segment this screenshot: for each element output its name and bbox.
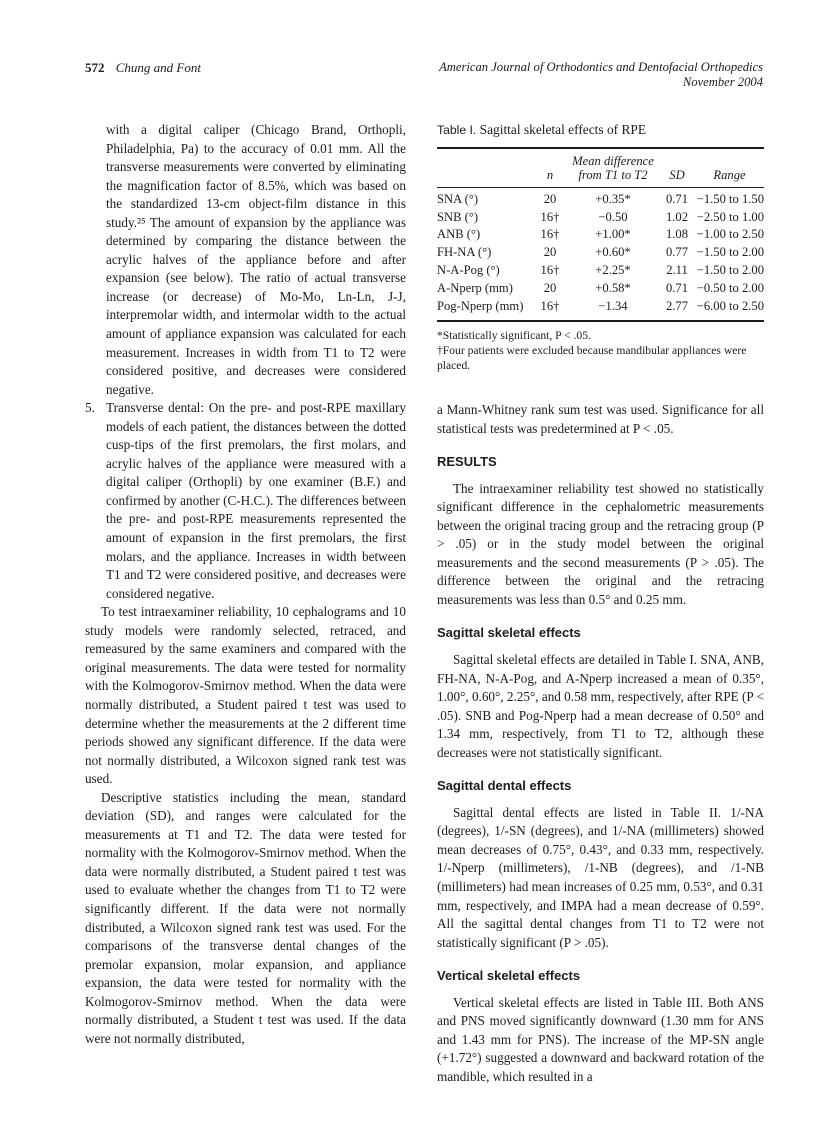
cell-sd: 1.08	[665, 227, 689, 242]
cell-mean-difference: +0.60*	[595, 245, 631, 260]
paragraph-mann-whitney: a Mann-Whitney rank sum test was used. Significance for all statistical tests was predetermined at P < .05.	[437, 401, 764, 436]
right-column	[437, 121, 764, 1086]
vertical-skeletal-heading: Vertical skeletal effects	[437, 968, 581, 984]
table-row	[437, 244, 764, 262]
cell-sd: 2.77	[665, 299, 689, 314]
table-row	[437, 208, 764, 226]
left-column	[85, 121, 406, 1048]
cell-mean-difference: +0.35*	[595, 191, 631, 206]
table-1-label: Table I.	[437, 123, 477, 137]
cell-measurement: SNA (°)	[437, 191, 479, 206]
journal-name: American Journal of Orthodontics and Dentofacial Orthopedics	[439, 60, 763, 74]
sagittal-skeletal-heading: Sagittal skeletal effects	[437, 625, 581, 641]
cell-measurement: Pog-Nperp (mm)	[437, 299, 524, 314]
header-range: Range	[695, 148, 764, 188]
table-1-body	[437, 187, 764, 321]
table-row	[437, 187, 764, 208]
table-row	[437, 298, 764, 321]
cell-n: 20	[543, 281, 557, 296]
cell-n: 20	[543, 191, 557, 206]
running-head-left	[85, 60, 201, 76]
cell-measurement: FH-NA (°)	[437, 245, 492, 260]
cell-sd: 0.71	[665, 191, 689, 206]
list-item-5	[85, 399, 406, 603]
cell-sd: 2.11	[666, 263, 688, 278]
table-row	[437, 226, 764, 244]
paragraph-reliability: To test intraexaminer reliability, 10 cephalograms and 10 study models were randomly selected, retraced, and remeasured by the same examiners and compared with the original measurements. The data were tested for normality with the Kolmogorov-Smirnov method. When the data were normally distributed, a Student paired t test was used to determine whether the measurements at the 2 different time periods showed any significant difference. If the data were not normally distributed, a Wilcoxon signed rank test was used.	[85, 604, 406, 787]
issue-date: November 2004	[682, 75, 763, 89]
cell-mean-difference: −1.34	[598, 299, 628, 314]
cell-range: −6.00 to 2.50	[696, 299, 764, 314]
cell-n: 16†	[540, 227, 560, 242]
cell-measurement: ANB (°)	[437, 227, 481, 242]
cell-mean-difference: +1.00*	[595, 227, 631, 242]
header-sd: SD	[659, 148, 695, 188]
cell-n: 16†	[540, 209, 560, 224]
paragraph-sagittal-skeletal: Sagittal skeletal effects are detailed in Table I. SNA, ANB, FH-NA, N-A-Pog, and A-Nperp increased a mean of 0.35°, 1.00°, 0.60°, 2.25°, and 0.58 mm, respectively, after RPE (P < .05). SNB and Pog-Nperp had a mean decrease of 0.50° and 1.34 mm, respectively, from T1 to T2, although these decreases were not statistically significant.	[437, 651, 765, 760]
cell-range: −2.50 to 1.00	[696, 209, 764, 224]
running-authors: Chung and Font	[115, 60, 201, 75]
cell-range: −1.00 to 2.50	[696, 227, 764, 242]
paragraph-results: The intraexaminer reliability test showed no statistically significant difference in the cephalometric measurements between the original tracing group and the retracing group (P > .05) or in the study model between the original measurements and the second measurements (P > .05). The difference between the original and the retracing measurements was less than 0.5° and 0.25 mm.	[437, 480, 764, 607]
table-1-block	[437, 121, 764, 373]
cell-n: 16†	[540, 263, 560, 278]
table-row	[437, 280, 764, 298]
table-1-title: Sagittal skeletal effects of RPE	[479, 122, 647, 137]
cell-range: −0.50 to 2.00	[696, 281, 764, 296]
header-measurement	[437, 148, 533, 188]
table-1-footnotes	[437, 328, 764, 373]
cell-range: −1.50 to 2.00	[696, 263, 764, 278]
paragraph-sagittal-dental: Sagittal dental effects are listed in Table II. 1/-NA (degrees), 1/-SN (degrees), and 1/-NA (millimeters) showed mean decreases of 0.75°, 0.43°, and 0.33 mm, respectively. 1/-Nperp (millimeters), /1-NB (degrees), and /1-NB (millimeters) had mean increases of 0.25 mm, 0.53°, and 0.31 mm, respectively, and IMPA had a mean decrease of 0.59°. All the sagittal dental changes from T1 to T2 were not statistically significant (P > .05).	[437, 804, 764, 950]
page-number: 572	[85, 60, 105, 75]
cell-measurement: SNB (°)	[437, 209, 479, 224]
paragraph-descriptive-statistics: Descriptive statistics including the mean, standard deviation (SD), and ranges were calculated for the measurements at T1 and T2. The data were tested for normality with the Kolmogorov-Smirnov method. When the data were normally distributed, a Student paired t test was used to evaluate whether the changes from T1 to T2 were significantly different. If the data were not normally distributed, a Wilcoxon signed rank test was used. For the comparisons of the transverse dental changes of the premolar expansion, molar expansion, and appliance expansion, the data were tested for normality with the Kolmogorov-Smirnov method. When the data were normally distributed, a Student t test was used. If the data were not normally distributed,	[85, 789, 406, 1046]
cell-n: 20	[543, 245, 557, 260]
table-footnote: †Four patients were excluded because mandibular appliances were placed.	[437, 343, 747, 372]
results-heading: RESULTS	[437, 454, 497, 470]
cell-mean-difference: −0.50	[598, 209, 628, 224]
cell-n: 16†	[540, 299, 560, 314]
header-mean-difference: Mean difference from T1 to T2	[567, 148, 659, 188]
running-head-right	[439, 60, 763, 90]
paragraph-item4-continuation: with a digital caliper (Chicago Brand, Orthopli, Philadelphia, Pa) to the accuracy of 0.01 mm. All the transverse measurements were converted by eliminating the magnification factor of 8.5%, which was based on the standardized 13-cm object-film distance in this study.²⁵ The amount of expansion by the appliance was determined by comparing the distance between the acrylic halves of the appliance before and after expansion (see below). The ratio of actual transverse increase (or decrease) of Mo-Mo, Ln-Ln, J-J, interpremolar width, and intermolar width to the actual amount of appliance expansion was calculated for each measurement. Increases in width from T1 to T2 were considered positive, and decreases were considered negative.	[106, 122, 406, 397]
cell-sd: 0.77	[665, 245, 689, 260]
cell-mean-difference: +2.25*	[595, 263, 631, 278]
table-row	[437, 262, 764, 280]
cell-range: −1.50 to 2.00	[696, 245, 764, 260]
list-item-text: Transverse dental: On the pre- and post-RPE maxillary models of each patient, the distances between the dotted cusp-tips of the first premolars, the first molars, and acrylic halves of the appliance were measured with a digital caliper (Orthopli) by one examiner (B.F.) and confirmed by another (C-H.C.). The differences between the pre- and post-RPE measurements represented the amount of expansion in the first premolars, the first molars, and the appliance. Increases in width between T1 and T2 were considered positive, and decreases were considered negative.	[106, 400, 406, 601]
cell-sd: 0.71	[665, 281, 689, 296]
table-1	[437, 147, 764, 322]
cell-sd: 1.02	[665, 209, 689, 224]
cell-measurement: A-Nperp (mm)	[437, 281, 513, 296]
cell-measurement: N-A-Pog (°)	[437, 263, 500, 278]
cell-range: −1.50 to 1.50	[696, 191, 764, 206]
table-footnote: *Statistically significant, P < .05.	[437, 328, 591, 342]
list-item-number: 5.	[85, 400, 95, 416]
header-n: n	[533, 148, 567, 188]
paragraph-vertical-skeletal: Vertical skeletal effects are listed in Table III. Both ANS and PNS moved significantly downward (1.30 mm for ANS and 1.43 mm for PNS). The increase of the MP-SN angle (+1.72°) suggested a downward and backward rotation of the mandible, which resulted in a	[437, 994, 764, 1084]
cell-mean-difference: +0.58*	[595, 281, 631, 296]
table-1-header	[437, 148, 764, 188]
table-1-caption	[437, 121, 764, 140]
sagittal-dental-heading: Sagittal dental effects	[437, 778, 572, 794]
